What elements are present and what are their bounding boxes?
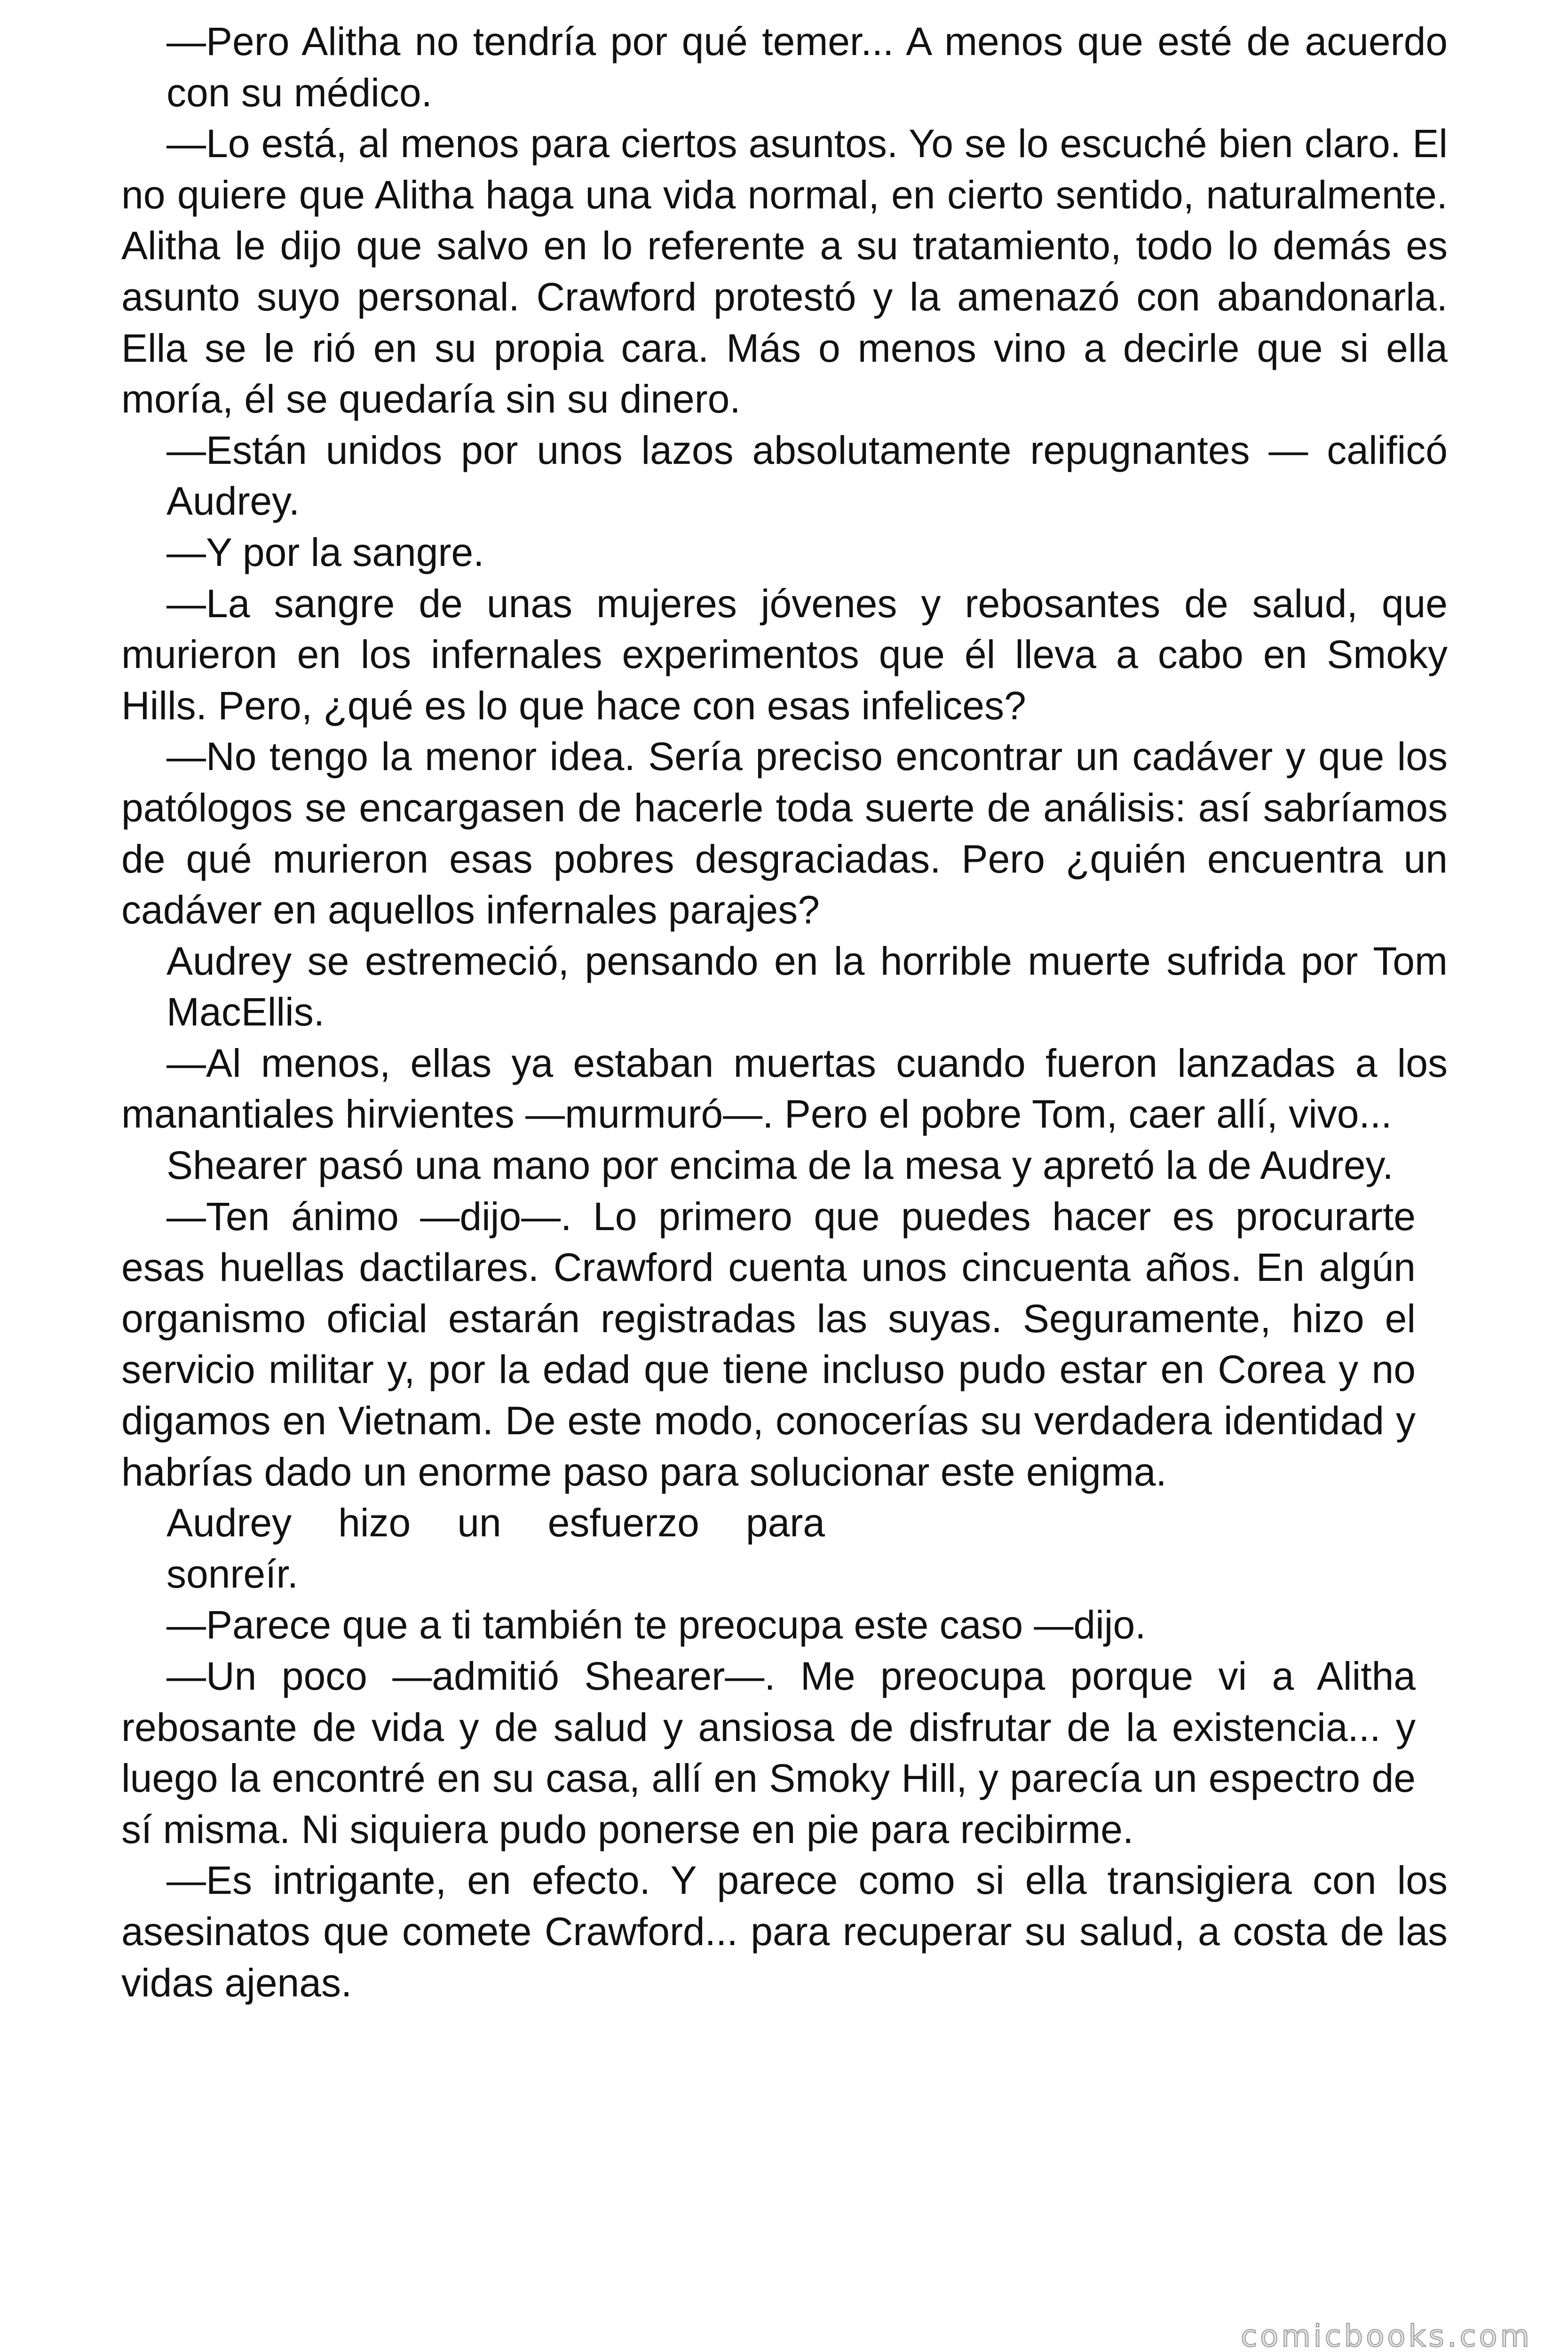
paragraph: —Están unidos por unos lazos absolutamente repugnantes — calificó Audrey. [166, 428, 1448, 524]
paragraph: Shearer pasó una mano por encima de la mesa y apretó la de Audrey. [166, 1143, 1394, 1188]
paragraph: —Un poco —admitió Shearer—. Me preocupa porque vi a Alitha rebosante de vida y de salud y ansiosa de disfrutar de la existencia... y luego la encontré en su casa, allí en Smoky Hill, y parecía un espectro de sí misma. Ni siquiera pudo ponerse en pie para recibirme. [121, 1654, 1416, 1851]
paragraph: —Al menos, ellas ya estaban muertas cuando fueron lanzadas a los manantiales hirvientes —murmuró—. Pero el pobre Tom, caer allí, vivo... [121, 1041, 1448, 1136]
paragraph: —Ten ánimo —dijo—. Lo primero que puedes hacer es procurarte esas huellas dactilares. Crawford cuenta unos cincuenta años. En algún organismo oficial estarán registradas las suyas. Seguramente, hizo el servicio militar y, por la edad que tiene incluso pudo estar en Corea y no digamos en Vietnam. De este modo, conocerías su verdadera identidad y habrías dado un enorme paso para solucionar este enigma. [121, 1194, 1416, 1494]
paragraph: Audrey hizo un esfuerzo para sonreír. [166, 1501, 825, 1596]
body-text [121, 16, 1448, 2008]
paragraph: —Parece que a ti también te preocupa este caso —dijo. [166, 1603, 1146, 1647]
paragraph: —Es intrigante, en efecto. Y parece como si ella transigiera con los asesinatos que comete Crawford... para recuperar su salud, a costa de las vidas ajenas. [121, 1858, 1448, 2005]
paragraph: —La sangre de unas mujeres jóvenes y rebosantes de salud, que murieron en los infernales experimentos que él lleva a cabo en Smoky Hills. Pero, ¿qué es lo que hace con esas infelices? [121, 581, 1448, 728]
paragraph: —No tengo la menor idea. Sería preciso encontrar un cadáver y que los patólogos se encargasen de hacerle toda suerte de análisis: así sabríamos de qué murieron esas pobres desgraciadas. Pero ¿quién encuentra un cadáver en aquellos infernales parajes? [121, 734, 1448, 932]
paragraph: Audrey se estremeció, pensando en la horrible muerte sufrida por Tom MacEllis. [166, 938, 1448, 1034]
paragraph: —Y por la sangre. [166, 530, 484, 574]
watermark-logo: comicbooks.com [1240, 2319, 1532, 2352]
paragraph: —Lo está, al menos para ciertos asuntos. Yo se lo escuché bien claro. El no quiere que Alitha haga una vida normal, en cierto sentido, naturalmente. Alitha le dijo que salvo en lo referente a su tratamiento, todo lo demás es asunto suyo personal. Crawford protestó y la amenazó con abandonarla. Ella se le rió en su propia cara. Más o menos vino a decirle que si ella moría, él se quedaría sin su dinero. [121, 121, 1448, 421]
paragraph: —Pero Alitha no tendría por qué temer... A menos que esté de acuerdo con su médico. [166, 19, 1448, 115]
